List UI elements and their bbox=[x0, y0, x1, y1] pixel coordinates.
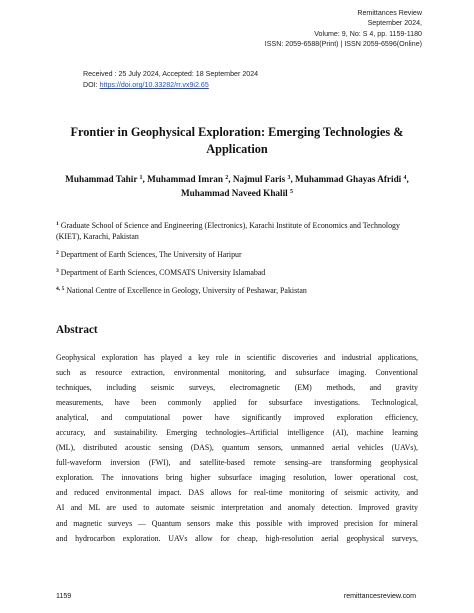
doi-label: DOI: bbox=[83, 81, 100, 89]
abstract-heading: Abstract bbox=[56, 324, 98, 336]
received-accepted-dates: Received : 25 July 2024, Accepted: 18 September 2024 bbox=[83, 70, 259, 78]
abstract-line: full-waveform inversion (FWI), and satellite-based remote sensing–are transforming geophysical bbox=[56, 458, 418, 468]
journal-name: Remittances Review bbox=[357, 9, 422, 17]
affiliation-marker: 2 bbox=[56, 250, 59, 256]
affiliation-list bbox=[56, 220, 426, 302]
author-affiliation-marker: 3 bbox=[287, 175, 291, 181]
abstract-line: Geophysical exploration has played a key role in scientific discoveries and industrial applications, bbox=[56, 353, 418, 362]
journal-issue-date: September 2024, bbox=[367, 19, 422, 28]
affiliation-marker: 4, 5 bbox=[56, 285, 65, 292]
article-dates bbox=[83, 69, 258, 91]
title-line-2: Application bbox=[206, 142, 268, 156]
affiliation-item bbox=[56, 285, 426, 296]
author-separator: , bbox=[142, 174, 148, 184]
footer-site: remittancesreview.com bbox=[343, 592, 416, 600]
journal-volume: Volume: 9, No: S 4, pp. 1159-1180 bbox=[314, 29, 422, 38]
abstract-line: (ML), distributed acoustic sensing (DAS), quantum sensors, unmanned aerial vehicles (UAVs), bbox=[56, 443, 418, 453]
author-line-1 bbox=[40, 173, 434, 187]
author-name: Muhammad Ghayas Afridi bbox=[295, 174, 402, 184]
abstract-line: accuracy, and sustainability. Emerging technologies–Artificial intelligence (AI), machine learning bbox=[56, 428, 418, 438]
affiliation-item bbox=[56, 220, 426, 242]
author-separator: , bbox=[290, 174, 296, 184]
abstract-line: measurements, have been commonly applied for subsurface investigations. Technological, bbox=[56, 398, 418, 408]
author-name: Najmul Faris bbox=[232, 174, 286, 184]
author-line-2 bbox=[40, 187, 434, 201]
author-separator: , bbox=[406, 174, 409, 184]
author-name: Muhammad Naveed Khalil bbox=[181, 187, 288, 198]
affiliation-item bbox=[56, 249, 426, 260]
journal-issn: ISSN: 2059-6588(Print) | ISSN 2059-6596(Online) bbox=[264, 40, 422, 49]
title-line-1: Frontier in Geophysical Exploration: Emerging Technologies & bbox=[70, 125, 404, 139]
abstract-line: such as resource extraction, environmental monitoring, and subsurface imaging. Conventional bbox=[56, 368, 418, 378]
abstract-line: exploration. The innovations bring higher subsurface imaging resolution, lower operational cost, bbox=[56, 473, 418, 483]
affiliation-text: National Centre of Excellence in Geology, University of Peshawar, Pakistan bbox=[64, 285, 307, 295]
author-affiliation-marker: 1 bbox=[139, 175, 143, 181]
author-separator: , bbox=[228, 174, 233, 184]
paper-title bbox=[40, 124, 434, 158]
author-affiliation-marker: 2 bbox=[225, 175, 229, 181]
abstract-line: and hydrocarbon exploration. UAVs allow for cheap, high-resolution aerial geophysical surveys, bbox=[56, 533, 418, 543]
doi-link[interactable]: https://doi.org/10.33282/rr.vx9i2.65 bbox=[99, 81, 209, 89]
page-number: 1159 bbox=[56, 592, 72, 600]
affiliation-text: Department of Earth Sciences, The University of Haripur bbox=[58, 250, 242, 259]
affiliation-marker: 3 bbox=[56, 267, 59, 274]
affiliation-text: Department of Earth Sciences, COMSATS University Islamabad bbox=[58, 267, 266, 277]
author-name: Muhammad Tahir bbox=[65, 174, 138, 184]
author-name: Muhammad Imran bbox=[147, 174, 223, 184]
author-affiliation-marker: 5 bbox=[289, 188, 293, 195]
abstract-line: and magnetic surveys — Quantum sensors make this possible with improved precision for mineral bbox=[56, 518, 418, 528]
abstract-line: analytical, and computational power have significantly improved exploration efficiency, bbox=[56, 413, 418, 423]
abstract-line: techniques, including seismic surveys, electromagnetic (EM) methods, and gravity bbox=[56, 383, 418, 393]
author-affiliation-marker: 4 bbox=[403, 175, 407, 181]
doi-line bbox=[83, 80, 258, 91]
affiliation-marker: 1 bbox=[56, 221, 59, 227]
abstract-line: AI and ML are used to automate seismic interpretation and anomaly detection. Improved gravity bbox=[56, 503, 418, 513]
abstract-body bbox=[56, 350, 418, 546]
author-list bbox=[40, 173, 434, 200]
affiliation-text: Graduate School of Science and Engineering (Electronics), Karachi Institute of Economics and Technology (KIET), Karachi, Pakistan bbox=[56, 221, 400, 242]
journal-header bbox=[265, 8, 422, 50]
abstract-line: and reduced environmental impact. DAS allows for real-time monitoring of seismic activity, and bbox=[56, 488, 418, 498]
affiliation-item bbox=[56, 267, 426, 278]
